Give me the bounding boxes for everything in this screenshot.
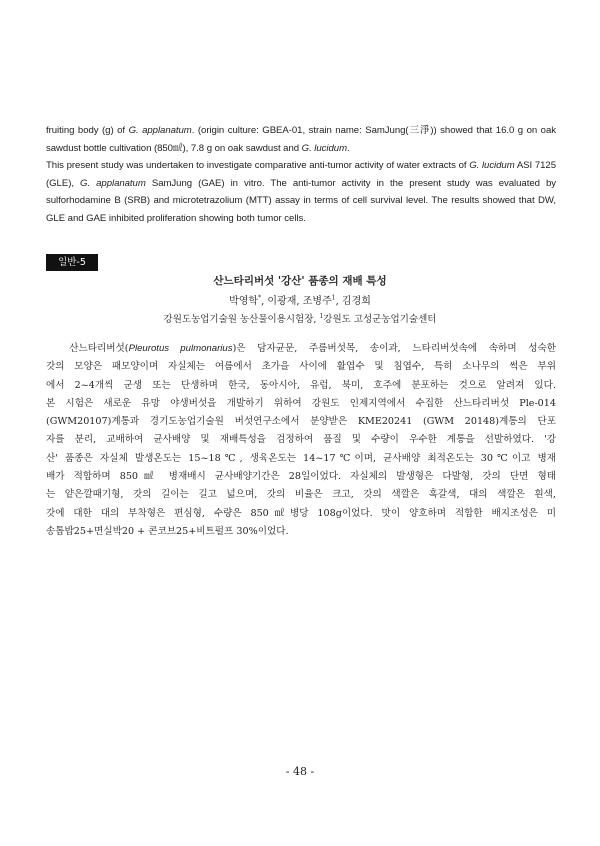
body-line: 갓에 대한 대의 부착형은 편심형, 수량은 850㎖병당 108g이었다. 맛이 양호하며 적합한 배지조성은 미: [46, 507, 556, 519]
abstract-paragraph-2: This present study was undertaken to investigate comparative anti-tumor activity of water extracts of G. lucidum ASI 7125 (GLE), G. applanatum SamJung (GAE) in vitro. The anti-tumor activity in the present study was evaluated by sulforhodamine B (SRB) and microtetrazolium (MTT) assay in terms of cell survival level. The results showed that DW, GLE and GAE inhibited proliferation showing both tumor cells.: [46, 160, 557, 224]
author-list: 박영학*, 이광재, 조병주$^1$, 김경희: [229, 294, 371, 307]
body-line: 는 얕은깔때기형, 갓의 길이는 길고 넓으며, 갓의 비율은 크고, 갓의 색깔은 흑갈색, 대의 색깔은 흰색,: [46, 489, 556, 501]
body-line: 에서 2~4개씩 군생 또는 단생하며 한국, 동아시아, 유럽, 북미, 호주에 분포하는 것으로 알려져 있다.: [46, 379, 556, 391]
page-number: - 48 -: [285, 765, 315, 778]
korean-abstract: [46, 340, 556, 541]
body-line: 본 시험은 새로운 유망 야생버섯을 개발하기 위하여 강원도 인제지역에서 수집한 산느타리버섯 Ple-014: [46, 397, 556, 409]
body-line: 자를 분리, 교배하여 균사배양 및 재배특성을 검정하여 품질 및 수량이 우수한 계통을 선발하였다. '강: [46, 434, 556, 446]
section-badge: 일반-5: [46, 254, 98, 271]
abstract-paragraph-1: fruiting body (g) of G. applanatum. (origin culture: GBEA-01, strain name: SamJung(三淨)) showed that 16.0 g on oak sawdust bottle cultivation (850㎖), 7.8 g on oak sawdust and G. lucidum.: [46, 125, 556, 154]
body-line: (GWM20107)계통과 경기도농업기술원 버섯연구소에서 분양받은 KME20241 (GWM 20148)계통의 단포: [46, 416, 556, 428]
body-line: 송톱밥25+면실박20 + 콘코브25+비트펄프 30%이었다.: [46, 525, 289, 537]
english-abstract: [46, 122, 556, 228]
body-line: 배가 적합하며 850㎖ 병재배시 균사배양기간은 28일이었다. 자실체의 발생형은 다발형, 갓의 단면 형태: [46, 471, 556, 483]
body-line: 산느타리버섯(Pleurotus pulmonarius)은 담자균문, 주름버섯목, 송이과, 느타리버섯속에 속하며 성숙한: [69, 343, 556, 354]
body-line: 갓의 모양은 패모양이며 자실체는 여름에서 초가을 사이에 활엽수 및 침엽수, 특히 소나무의 썩은 부위: [46, 361, 556, 373]
affiliation: 강원도농업기술원 농산물이용시험장, $^1$강원도 고성군농업기술센터: [163, 312, 437, 325]
body-line: 산' 품종은 자실체 발생온도는 15~18℃, 생육온도는 14~17℃이며, 균사배양 최적온도는 30℃이고 병재: [46, 452, 556, 464]
paper-title: 산느타리버섯 '강산' 품종의 재배 특성: [213, 275, 387, 287]
